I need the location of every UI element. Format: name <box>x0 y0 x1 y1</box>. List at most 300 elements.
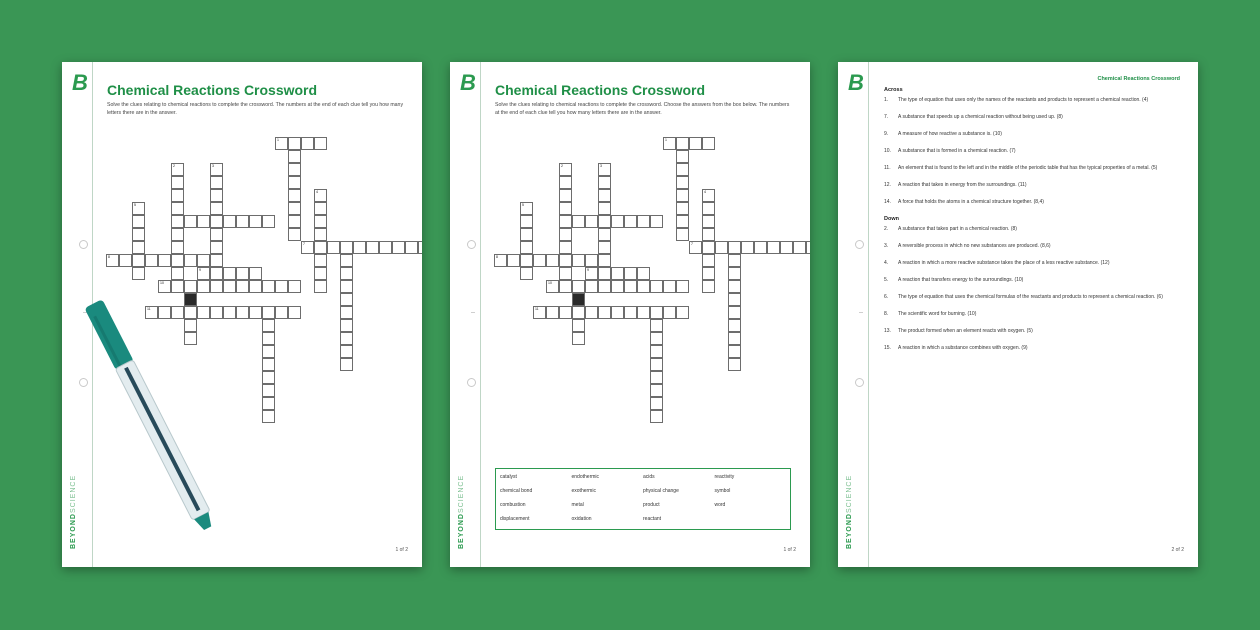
crossword-cell[interactable] <box>585 306 598 319</box>
crossword-cell[interactable] <box>288 150 301 163</box>
clue-item <box>884 294 1180 301</box>
crossword-cell[interactable] <box>598 215 611 228</box>
crossword-cell[interactable] <box>598 241 611 254</box>
crossword-cell[interactable] <box>611 267 624 280</box>
crossword-cell[interactable] <box>650 280 663 293</box>
page-title: Chemical Reactions Crossword <box>107 82 318 98</box>
crossword-cell[interactable] <box>520 241 533 254</box>
crossword-cell[interactable] <box>132 202 145 215</box>
crossword-cell[interactable] <box>275 306 288 319</box>
crossword-cell[interactable] <box>145 254 158 267</box>
crossword-cell[interactable] <box>249 306 262 319</box>
crossword-cell[interactable] <box>663 137 676 150</box>
crossword-cell[interactable] <box>572 280 585 293</box>
crossword-cell[interactable] <box>650 306 663 319</box>
crossword-cell[interactable] <box>702 280 715 293</box>
crossword-cell[interactable] <box>767 241 780 254</box>
clue-item <box>884 277 1180 284</box>
crossword-cell[interactable] <box>171 254 184 267</box>
clue-number: 3 <box>212 164 214 168</box>
crossword-cell[interactable] <box>210 176 223 189</box>
clue-number: 10. <box>884 148 891 154</box>
crossword-cell[interactable] <box>392 241 405 254</box>
crossword-cell[interactable] <box>210 202 223 215</box>
crossword-cell[interactable] <box>301 241 314 254</box>
clue-number: 1 <box>277 138 279 142</box>
clue-number: 1. <box>884 97 889 103</box>
down-heading: Down <box>884 216 899 222</box>
crossword-cell[interactable] <box>533 306 546 319</box>
beyond-logo-icon: B <box>848 70 864 95</box>
crossword-cell[interactable] <box>702 137 715 150</box>
crossword-cell[interactable] <box>559 228 572 241</box>
crossword-cell[interactable] <box>171 176 184 189</box>
clue-number: 11 <box>535 307 539 311</box>
crossword-cell[interactable] <box>676 228 689 241</box>
crossword-cell[interactable] <box>520 215 533 228</box>
crossword-cell[interactable] <box>728 267 741 280</box>
clue-number: 11 <box>147 307 151 311</box>
crossword-cell[interactable] <box>559 280 572 293</box>
crossword-cell[interactable] <box>598 176 611 189</box>
crossword-cell[interactable] <box>572 319 585 332</box>
crossword-cell[interactable] <box>793 241 806 254</box>
crossword-cell[interactable] <box>314 280 327 293</box>
word-bank-item: exothermic <box>571 488 596 494</box>
crossword-cell[interactable] <box>340 254 353 267</box>
crossword-cell[interactable] <box>210 228 223 241</box>
clue-item <box>884 345 1180 352</box>
clue-text: The type of equation that uses the chemical formulas of the reactants and products to represent a chemical reaction. (6) <box>898 294 1163 300</box>
crossword-cell[interactable] <box>262 358 275 371</box>
crossword-cell[interactable] <box>520 202 533 215</box>
crossword-cell[interactable] <box>236 280 249 293</box>
clue-number: 3. <box>884 243 889 249</box>
crossword-cell[interactable] <box>598 267 611 280</box>
crossword-cell[interactable] <box>288 306 301 319</box>
crossword-cell[interactable] <box>171 189 184 202</box>
clue-item <box>884 148 1180 155</box>
across-heading: Across <box>884 87 903 93</box>
word-bank-item: acids <box>643 474 655 480</box>
crossword-cell[interactable] <box>546 306 559 319</box>
word-bank-item: catalyst <box>500 474 517 480</box>
crossword-cell[interactable] <box>197 267 210 280</box>
brand-vertical: BEYONDSCIENCE <box>70 474 77 549</box>
crossword-cell[interactable] <box>650 358 663 371</box>
crossword-cell[interactable] <box>559 254 572 267</box>
clue-number: 7 <box>303 242 305 246</box>
crossword-cell[interactable] <box>184 254 197 267</box>
crossword-cell[interactable] <box>340 280 353 293</box>
crossword-cell[interactable] <box>236 306 249 319</box>
crossword-cell[interactable] <box>366 241 379 254</box>
crossword-cell[interactable] <box>340 241 353 254</box>
crossword-cell[interactable] <box>132 228 145 241</box>
crossword-cell[interactable] <box>314 215 327 228</box>
word-bank-item: combustion <box>500 502 526 508</box>
crossword-cell[interactable] <box>288 163 301 176</box>
crossword-cell[interactable] <box>262 215 275 228</box>
crossword-cell[interactable] <box>676 306 689 319</box>
crossword-cell[interactable] <box>702 189 715 202</box>
crossword-cell[interactable] <box>314 189 327 202</box>
crossword-cell[interactable] <box>494 254 507 267</box>
crossword-cell[interactable] <box>340 319 353 332</box>
clue-text: The scientific word for burning. (10) <box>898 311 977 317</box>
brand-vertical: BEYONDSCIENCE <box>846 474 853 549</box>
crossword-cell[interactable] <box>132 267 145 280</box>
crossword-cell[interactable] <box>676 137 689 150</box>
page-number: 1 of 2 <box>783 547 796 553</box>
crossword-cell[interactable] <box>353 241 366 254</box>
crossword-cell[interactable] <box>728 345 741 358</box>
spine-line <box>868 62 869 567</box>
crossword-cell[interactable] <box>314 202 327 215</box>
crossword-cell[interactable] <box>702 254 715 267</box>
word-bank-item: product <box>643 502 660 508</box>
crossword-cell[interactable] <box>715 241 728 254</box>
crossword-cell[interactable] <box>728 280 741 293</box>
clue-item <box>884 97 1180 104</box>
clue-item <box>884 328 1180 335</box>
clue-number: 9. <box>884 131 889 137</box>
clue-text: A reaction that transfers energy to the surroundings. (10) <box>898 277 1024 283</box>
crossword-cell[interactable] <box>624 215 637 228</box>
crossword-cell[interactable] <box>223 267 236 280</box>
crossword-cell[interactable] <box>288 137 301 150</box>
crossword-cell[interactable] <box>520 228 533 241</box>
crossword-cell[interactable] <box>340 293 353 306</box>
crossword-cell[interactable] <box>559 267 572 280</box>
crossword-cell[interactable] <box>637 267 650 280</box>
fold-mark <box>859 312 863 313</box>
word-bank-item: chemical bond <box>500 488 533 494</box>
crossword-cell[interactable] <box>650 410 663 423</box>
clue-text: The product formed when an element reacts with oxygen. (5) <box>898 328 1033 334</box>
clue-item <box>884 165 1180 172</box>
crossword-cell[interactable] <box>249 267 262 280</box>
crossword-cell[interactable] <box>650 345 663 358</box>
crossword-cell[interactable] <box>288 189 301 202</box>
intro-text: Solve the clues relating to chemical reactions to complete the crossword. Choose the answers from the box below. The numbers at the end of each clue tell you how many letters there are in the answer. <box>495 102 790 116</box>
clue-number: 4. <box>884 260 889 266</box>
crossword-cell[interactable] <box>559 163 572 176</box>
crossword-cell[interactable] <box>288 176 301 189</box>
crossword-cell[interactable] <box>314 137 327 150</box>
clue-text: An element that is found to the left and in the middle of the periodic table that has the typical properties of a metal. (5) <box>898 165 1158 171</box>
crossword-cell[interactable] <box>158 254 171 267</box>
crossword-cell[interactable] <box>585 215 598 228</box>
crossword-cell[interactable] <box>650 332 663 345</box>
crossword-cell[interactable] <box>741 241 754 254</box>
crossword-cell[interactable] <box>650 397 663 410</box>
pen-cap <box>84 299 134 370</box>
word-bank-item: symbol <box>714 488 731 494</box>
punch-hole <box>855 240 864 249</box>
crossword-cell[interactable] <box>197 254 210 267</box>
crossword-cell[interactable] <box>210 163 223 176</box>
crossword-cell[interactable] <box>559 241 572 254</box>
clue-number: 10 <box>160 281 164 285</box>
clue-number: 10 <box>548 281 552 285</box>
crossword-cell[interactable] <box>572 254 585 267</box>
clue-number: 7. <box>884 114 889 120</box>
clue-text: A reversible process in which no new substances are produced. (8,6) <box>898 243 1051 249</box>
crossword-cell[interactable] <box>314 228 327 241</box>
crossword-cell[interactable] <box>624 267 637 280</box>
clue-number: 13. <box>884 328 891 334</box>
crossword-cell[interactable] <box>340 358 353 371</box>
crossword-cell[interactable] <box>598 202 611 215</box>
crossword-cell[interactable] <box>197 215 210 228</box>
word-bank-item: physical change <box>643 488 679 494</box>
crossword-cell[interactable] <box>585 254 598 267</box>
crossword-cell[interactable] <box>210 254 223 267</box>
crossword-cell[interactable] <box>598 306 611 319</box>
crossword-cell[interactable] <box>689 241 702 254</box>
crossword-cell[interactable] <box>288 228 301 241</box>
crossword-cell[interactable] <box>728 293 741 306</box>
clue-number: 2 <box>561 164 563 168</box>
crossword-cell[interactable] <box>598 254 611 267</box>
crossword-cell[interactable] <box>780 241 793 254</box>
word-bank-item: oxidation <box>571 516 592 522</box>
crossword-cell[interactable] <box>546 254 559 267</box>
crossword-cell[interactable] <box>262 384 275 397</box>
crossword-cell[interactable] <box>754 241 767 254</box>
crossword-cell[interactable] <box>507 254 520 267</box>
clue-item <box>884 260 1180 267</box>
crossword-cell[interactable] <box>132 254 145 267</box>
crossword-cell[interactable] <box>728 319 741 332</box>
crossword-cell[interactable] <box>702 228 715 241</box>
word-bank-item: endothermic <box>571 474 600 480</box>
crossword-cell[interactable] <box>171 202 184 215</box>
clue-text: A substance that speeds up a chemical reaction without being used up. (8) <box>898 114 1063 120</box>
crossword-cell[interactable] <box>611 306 624 319</box>
crossword-cell[interactable] <box>106 254 119 267</box>
crossword-cell[interactable] <box>585 280 598 293</box>
crossword-cell[interactable] <box>676 189 689 202</box>
crossword-cell[interactable] <box>236 267 249 280</box>
clue-text: A measure of how reactive a substance is. (10) <box>898 131 1002 137</box>
running-header: Chemical Reactions Crossword <box>1097 76 1180 82</box>
clue-number: 2 <box>173 164 175 168</box>
crossword-cell[interactable] <box>728 254 741 267</box>
crossword-cell[interactable] <box>171 267 184 280</box>
crossword-cell[interactable] <box>275 137 288 150</box>
clue-text: The type of equation that uses only the names of the reactants and products to represent a chemical reaction. (4) <box>898 97 1149 103</box>
crossword-cell[interactable] <box>624 280 637 293</box>
word-bank-item: word <box>714 502 726 508</box>
clue-item <box>884 131 1180 138</box>
crossword-cell[interactable] <box>689 137 702 150</box>
across-clues <box>884 97 1180 206</box>
crossword-cell[interactable] <box>520 267 533 280</box>
crossword-cell[interactable] <box>728 332 741 345</box>
crossword-cell[interactable] <box>650 319 663 332</box>
crossword-cell[interactable] <box>210 189 223 202</box>
crossword-cell[interactable] <box>288 280 301 293</box>
crossword-cell[interactable] <box>650 371 663 384</box>
crossword-cell[interactable] <box>275 280 288 293</box>
crossword-cell[interactable] <box>314 241 327 254</box>
crossword-cell[interactable] <box>418 241 422 254</box>
clue-text: A substance that takes part in a chemical reaction. (8) <box>898 226 1017 232</box>
crossword-cell[interactable] <box>340 345 353 358</box>
page-number: 2 of 2 <box>1171 547 1184 553</box>
clue-item <box>884 114 1180 121</box>
crossword-cell[interactable] <box>611 215 624 228</box>
crossword-cell[interactable] <box>728 358 741 371</box>
clue-number: 4 <box>316 190 318 194</box>
crossword-cell[interactable] <box>262 410 275 423</box>
crossword-cell[interactable] <box>624 306 637 319</box>
clue-text: A substance that is formed in a chemical reaction. (7) <box>898 148 1016 154</box>
crossword-cell[interactable] <box>702 241 715 254</box>
crossword-cell[interactable] <box>327 241 340 254</box>
crossword-cell[interactable] <box>676 176 689 189</box>
crossword-cell[interactable] <box>702 202 715 215</box>
crossword-cell[interactable] <box>702 215 715 228</box>
crossword-cell[interactable] <box>637 215 650 228</box>
brand-vertical: BEYONDSCIENCE <box>458 474 465 549</box>
crossword-cell[interactable] <box>637 280 650 293</box>
clue-number: 5 <box>522 203 524 207</box>
word-bank-item: reactant <box>643 516 662 522</box>
crossword-cell[interactable] <box>650 215 663 228</box>
crossword-cell[interactable] <box>676 202 689 215</box>
crossword-cell[interactable] <box>223 306 236 319</box>
crossword-cell[interactable] <box>546 280 559 293</box>
crossword-cell[interactable] <box>598 163 611 176</box>
clue-text: A reaction in which a substance combines with oxygen. (9) <box>898 345 1028 351</box>
crossword-cell[interactable] <box>301 137 314 150</box>
crossword-cell[interactable] <box>288 202 301 215</box>
crossword-cell[interactable] <box>171 163 184 176</box>
beyond-logo-icon: B <box>460 70 476 95</box>
clue-text: A reaction that takes in energy from the surroundings. (11) <box>898 182 1027 188</box>
crossword-cell[interactable] <box>379 241 392 254</box>
crossword-cell[interactable] <box>598 228 611 241</box>
word-bank <box>495 468 791 530</box>
crossword-cell[interactable] <box>611 280 624 293</box>
worksheet-page-2 <box>450 62 810 567</box>
crossword-cell[interactable] <box>728 306 741 319</box>
crossword-cell[interactable] <box>637 306 650 319</box>
crossword-cell[interactable] <box>559 215 572 228</box>
crossword-cell[interactable] <box>314 267 327 280</box>
crossword-cell[interactable] <box>132 215 145 228</box>
crossword-cell[interactable] <box>598 189 611 202</box>
crossword-cell[interactable] <box>184 215 197 228</box>
crossword-cell[interactable] <box>340 306 353 319</box>
crossword-cell[interactable] <box>676 163 689 176</box>
crossword-cell[interactable] <box>210 215 223 228</box>
clues-section <box>884 85 1180 362</box>
clue-item <box>884 199 1180 206</box>
crossword-cell[interactable] <box>559 306 572 319</box>
crossword-cell[interactable] <box>572 215 585 228</box>
crossword-cell[interactable] <box>262 397 275 410</box>
clue-number: 1 <box>665 138 667 142</box>
crossword-cell[interactable] <box>132 241 145 254</box>
crossword-cell[interactable] <box>249 280 262 293</box>
crossword-cell[interactable] <box>559 176 572 189</box>
crossword-cell[interactable] <box>676 215 689 228</box>
crossword-cell[interactable] <box>262 332 275 345</box>
crossword-cell[interactable] <box>236 215 249 228</box>
punch-hole <box>855 378 864 387</box>
crossword-cell[interactable] <box>262 306 275 319</box>
crossword-cell[interactable] <box>314 254 327 267</box>
crossword-cell[interactable] <box>559 189 572 202</box>
crossword-cell[interactable] <box>559 202 572 215</box>
crossword-cell[interactable] <box>171 228 184 241</box>
crossword-cell[interactable] <box>249 215 262 228</box>
word-bank-item: metal <box>571 502 584 508</box>
crossword-cell[interactable] <box>340 267 353 280</box>
crossword-cell[interactable] <box>585 267 598 280</box>
page-title: Chemical Reactions Crossword <box>495 82 706 98</box>
crossword-cell[interactable] <box>598 280 611 293</box>
crossword-cell[interactable] <box>533 254 546 267</box>
crossword-cell[interactable] <box>288 215 301 228</box>
crossword-cell[interactable] <box>650 384 663 397</box>
clue-item <box>884 182 1180 189</box>
crossword-cell[interactable] <box>210 241 223 254</box>
crossword-cell[interactable] <box>702 267 715 280</box>
clue-number: 5 <box>134 203 136 207</box>
crossword-cell[interactable] <box>223 215 236 228</box>
crossword-cell[interactable] <box>262 280 275 293</box>
clue-number: 15. <box>884 345 891 351</box>
crossword-cell[interactable] <box>223 280 236 293</box>
clue-number: 4 <box>704 190 706 194</box>
clue-number: 12. <box>884 182 891 188</box>
crossword-cell[interactable] <box>405 241 418 254</box>
crossword-cell[interactable] <box>728 241 741 254</box>
crossword-cell[interactable] <box>119 254 132 267</box>
crossword-cell[interactable] <box>262 345 275 358</box>
crossword-cell[interactable] <box>806 241 810 254</box>
crossword-cell[interactable] <box>520 254 533 267</box>
down-clues <box>884 226 1180 352</box>
crossword-cell[interactable] <box>340 332 353 345</box>
clue-number: 11. <box>884 165 891 171</box>
crossword-cell[interactable] <box>262 371 275 384</box>
clue-number: 2. <box>884 226 889 232</box>
crossword-cell[interactable] <box>171 215 184 228</box>
clue-text: A force that holds the atoms in a chemical structure together. (8,4) <box>898 199 1044 205</box>
crossword-cell[interactable] <box>572 332 585 345</box>
crossword-cell[interactable] <box>171 241 184 254</box>
crossword-cell[interactable] <box>572 306 585 319</box>
clue-number: 9 <box>587 268 589 272</box>
pen-icon <box>80 280 220 550</box>
pen-ink-tube <box>124 367 200 511</box>
crossword-cell[interactable] <box>262 319 275 332</box>
crossword-cell[interactable] <box>663 306 676 319</box>
intro-text: Solve the clues relating to chemical reactions to complete the crossword. The numbers at the end of each clue tell you how many letters there are in the answer. <box>107 102 404 116</box>
clue-item <box>884 226 1180 233</box>
crossword-cell[interactable] <box>663 280 676 293</box>
crossword-cell[interactable] <box>676 280 689 293</box>
crossword-cell[interactable] <box>210 267 223 280</box>
clue-number: 8. <box>884 311 889 317</box>
crossword-cell[interactable] <box>676 150 689 163</box>
